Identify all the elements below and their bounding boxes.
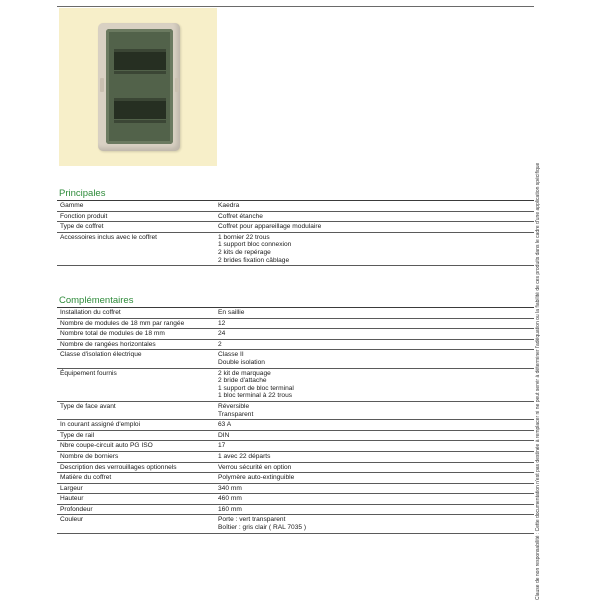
- spec-label: Accessoires inclus avec le coffret: [57, 232, 215, 265]
- spec-value: [215, 308, 534, 319]
- spec-value-line: 340 mm: [218, 484, 242, 492]
- spec-label: Profondeur: [57, 504, 215, 515]
- spec-row: [57, 211, 534, 222]
- spec-value-line: 1 bornier 22 trous: [218, 233, 270, 241]
- spec-value-line: 160 mm: [218, 505, 242, 513]
- spec-row: [57, 308, 534, 319]
- complementaires-table: [57, 307, 534, 534]
- spec-row: [57, 430, 534, 441]
- spec-value-line: Classe II: [218, 351, 244, 359]
- spec-value: [215, 339, 534, 350]
- spec-value-line: Boîtier : gris clair ( RAL 7035 ): [218, 524, 307, 532]
- spec-row: [57, 420, 534, 431]
- spec-value-line: Verrou sécurité en option: [218, 463, 292, 471]
- spec-label: Nombre de rangées horizontales: [57, 339, 215, 350]
- spec-label: Installation du coffret: [57, 308, 215, 319]
- spec-value-line: Porte : vert transparent: [218, 516, 286, 524]
- spec-value: [215, 350, 534, 368]
- spec-value: [215, 329, 534, 340]
- spec-value-line: Double isolation: [218, 358, 265, 366]
- spec-value: [215, 462, 534, 473]
- spec-value-line: 1 support de bloc terminal: [218, 384, 294, 392]
- spec-label: Largeur: [57, 483, 215, 494]
- spec-value-line: En saillie: [218, 309, 245, 316]
- spec-value-line: Coffret pour appareillage modulaire: [218, 223, 322, 231]
- spec-value: [215, 368, 534, 401]
- spec-value: [215, 473, 534, 484]
- spec-row: [57, 483, 534, 494]
- spec-value-line: Kaedra: [218, 202, 240, 209]
- spec-label: Nombre de borniers: [57, 451, 215, 462]
- spec-label: Type de rail: [57, 430, 215, 441]
- din-rail: [114, 120, 166, 123]
- principales-table: [57, 200, 534, 266]
- spec-label: Description des verrouillages optionnels: [57, 462, 215, 473]
- spec-row: [57, 350, 534, 368]
- spec-value: [215, 201, 534, 212]
- spec-value-line: Coffret étanche: [218, 212, 263, 220]
- spec-value: [215, 483, 534, 494]
- spec-row: [57, 401, 534, 419]
- spec-value-line: 460 mm: [218, 495, 242, 503]
- spec-row: [57, 494, 534, 505]
- spec-row: [57, 222, 534, 233]
- spec-label: Nbre coupe-circuit auto PG ISO: [57, 441, 215, 452]
- spec-value: [215, 441, 534, 452]
- spec-row: [57, 318, 534, 329]
- spec-row: [57, 368, 534, 401]
- spec-value: [215, 494, 534, 505]
- spec-value-line: 1 support bloc connexion: [218, 241, 292, 249]
- product-photo: [59, 8, 217, 166]
- spec-label: Couleur: [57, 515, 215, 533]
- spec-row: [57, 515, 534, 533]
- spec-value: [215, 451, 534, 462]
- spec-row: [57, 329, 534, 340]
- module-row: [114, 52, 166, 70]
- spec-value-line: Réversible: [218, 402, 250, 410]
- spec-value: [215, 420, 534, 431]
- spec-value-line: 2 brides fixation câblage: [218, 256, 290, 264]
- section-title-complementaires: Complémentaires: [59, 295, 134, 306]
- spec-value: [215, 232, 534, 265]
- spec-label: Type de coffret: [57, 222, 215, 233]
- spec-row: [57, 473, 534, 484]
- spec-row: [57, 504, 534, 515]
- enclosure-door: [106, 29, 173, 144]
- din-rail: [114, 71, 166, 74]
- disclaimer-text: Clause de non responsabilité : Cette documentation n'est pas destinée à remplacer ni ne peut servir à déterminer l'adéquation ou la fiabilité de ces produits dans le cadre d'une application spécifique: [535, 162, 541, 600]
- spec-value-line: 1 avec 22 départs: [218, 452, 271, 460]
- spec-label: Type de face avant: [57, 401, 215, 419]
- spec-label: Classe d'isolation électrique: [57, 350, 215, 368]
- spec-value: [215, 211, 534, 222]
- spec-value-line: 24: [218, 330, 226, 338]
- module-row: [114, 101, 166, 119]
- spec-label: Équipement fournis: [57, 368, 215, 401]
- spec-value: [215, 318, 534, 329]
- spec-label: Gamme: [57, 201, 215, 212]
- spec-label: Fonction produit: [57, 211, 215, 222]
- spec-value-line: Polymère auto-extinguible: [218, 474, 295, 482]
- spec-value-line: 2 bride d'attache: [218, 377, 267, 385]
- spec-row: [57, 451, 534, 462]
- spec-value-line: 2 kit de marquage: [218, 369, 271, 377]
- spec-value-line: 2: [218, 340, 222, 348]
- spec-value: [215, 222, 534, 233]
- spec-value-line: 63 A: [218, 421, 232, 429]
- spec-label: Nombre de modules de 18 mm par rangée: [57, 318, 215, 329]
- spec-label: In courant assigné d'emploi: [57, 420, 215, 431]
- spec-label: Nombre total de modules de 18 mm: [57, 329, 215, 340]
- spec-row: [57, 462, 534, 473]
- spec-value-line: DIN: [218, 431, 230, 439]
- spec-value-line: 17: [218, 442, 226, 450]
- spec-row: [57, 201, 534, 212]
- latch: [175, 78, 179, 92]
- top-rule: [57, 6, 534, 7]
- spec-row: [57, 339, 534, 350]
- spec-value-line: 12: [218, 319, 226, 327]
- spec-value: [215, 515, 534, 533]
- spec-value-line: Transparent: [218, 410, 254, 418]
- spec-value: [215, 401, 534, 419]
- section-title-principales: Principales: [59, 188, 106, 199]
- spec-value: [215, 430, 534, 441]
- spec-label: Matière du coffret: [57, 473, 215, 484]
- spec-row: [57, 441, 534, 452]
- spec-value-line: 1 bloc terminal à 22 trous: [218, 392, 293, 400]
- spec-value: [215, 504, 534, 515]
- spec-value-line: 2 kits de repérage: [218, 248, 271, 256]
- latch: [100, 78, 104, 92]
- spec-label: Hauteur: [57, 494, 215, 505]
- spec-row: [57, 232, 534, 265]
